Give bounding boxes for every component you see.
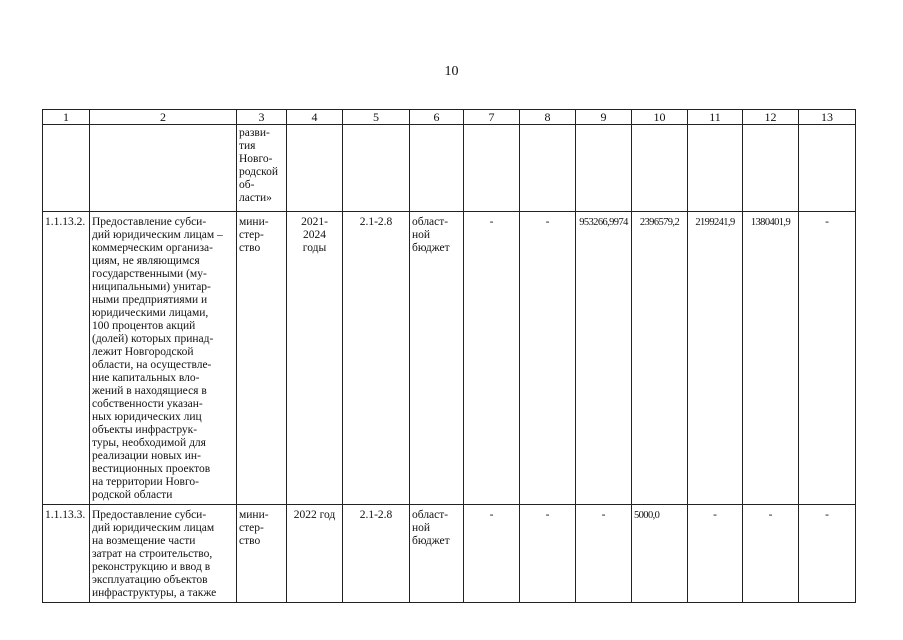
row-value-10: 5000,0 (632, 505, 688, 603)
row-executor: мини- стер- ство (237, 212, 287, 505)
budget-table (42, 109, 856, 603)
table-cell (90, 125, 237, 212)
table-row (43, 505, 856, 603)
row-source: област- ной бюджет (410, 505, 464, 603)
table-cell (343, 125, 410, 212)
column-header: 12 (743, 110, 799, 125)
row-executor: мини- стер- ство (237, 505, 287, 603)
row-period: 2022 год (287, 505, 343, 603)
row-indicator: 2.1-2.8 (343, 505, 410, 603)
table-header-row (43, 110, 856, 125)
table-cell (520, 125, 576, 212)
row-value-8: - (520, 505, 576, 603)
row-number: 1.1.13.3. (43, 505, 90, 603)
table-cell (743, 125, 799, 212)
table-cell (43, 125, 90, 212)
row-description: Предоставление субси- дий юридическим лицам на возмещение части затрат на строительство, реконструкцию и ввод в эксплуатацию объектов инфраструктуры, а также (90, 505, 237, 603)
row-number: 1.1.13.2. (43, 212, 90, 505)
row-value-9: 953266,9974 (576, 212, 632, 505)
row-description: Предоставление субси- дий юридическим лицам – коммерческим организа- циям, не являющимся государственными (му- ниципальными) унитар- ными предприятиями и юридическими лицами, 100 процентов акций (долей) которых принад- лежит Новгородской области, на осуществле- ние капитальных вло- жений в находящиеся в собственности указан- ных юридических лиц объекты инфраструк- туры, необходимой для реализации новых ин- вестиционных проектов на территории Новго- родской области (90, 212, 237, 505)
row-source: област- ной бюджет (410, 212, 464, 505)
table-cell (576, 125, 632, 212)
row-indicator: 2.1-2.8 (343, 212, 410, 505)
column-header: 3 (237, 110, 287, 125)
row-value-9: - (576, 505, 632, 603)
row-value-12: 1380401,9 (743, 212, 799, 505)
row-value-13: - (799, 212, 856, 505)
row-value-11: 2199241,9 (688, 212, 743, 505)
executor-continuation-cell: разви- тия Новго- родской об- ласти» (237, 125, 287, 212)
table-cell (464, 125, 520, 212)
column-header: 7 (464, 110, 520, 125)
column-header: 8 (520, 110, 576, 125)
row-value-10: 2396579,2 (632, 212, 688, 505)
table-cell (632, 125, 688, 212)
column-header: 11 (688, 110, 743, 125)
row-value-13: - (799, 505, 856, 603)
row-period: 2021- 2024 годы (287, 212, 343, 505)
column-header: 6 (410, 110, 464, 125)
column-header: 13 (799, 110, 856, 125)
table-cell (799, 125, 856, 212)
column-header: 4 (287, 110, 343, 125)
column-header: 10 (632, 110, 688, 125)
table-cell (287, 125, 343, 212)
row-value-12: - (743, 505, 799, 603)
continuation-row (43, 125, 856, 212)
column-header: 2 (90, 110, 237, 125)
page-number: 10 (444, 64, 459, 79)
row-value-7: - (464, 505, 520, 603)
table-row (43, 212, 856, 505)
row-value-7: - (464, 212, 520, 505)
row-value-8: - (520, 212, 576, 505)
column-header: 5 (343, 110, 410, 125)
row-value-11: - (688, 505, 743, 603)
column-header: 9 (576, 110, 632, 125)
table-cell (410, 125, 464, 212)
table-cell (688, 125, 743, 212)
column-header: 1 (43, 110, 90, 125)
